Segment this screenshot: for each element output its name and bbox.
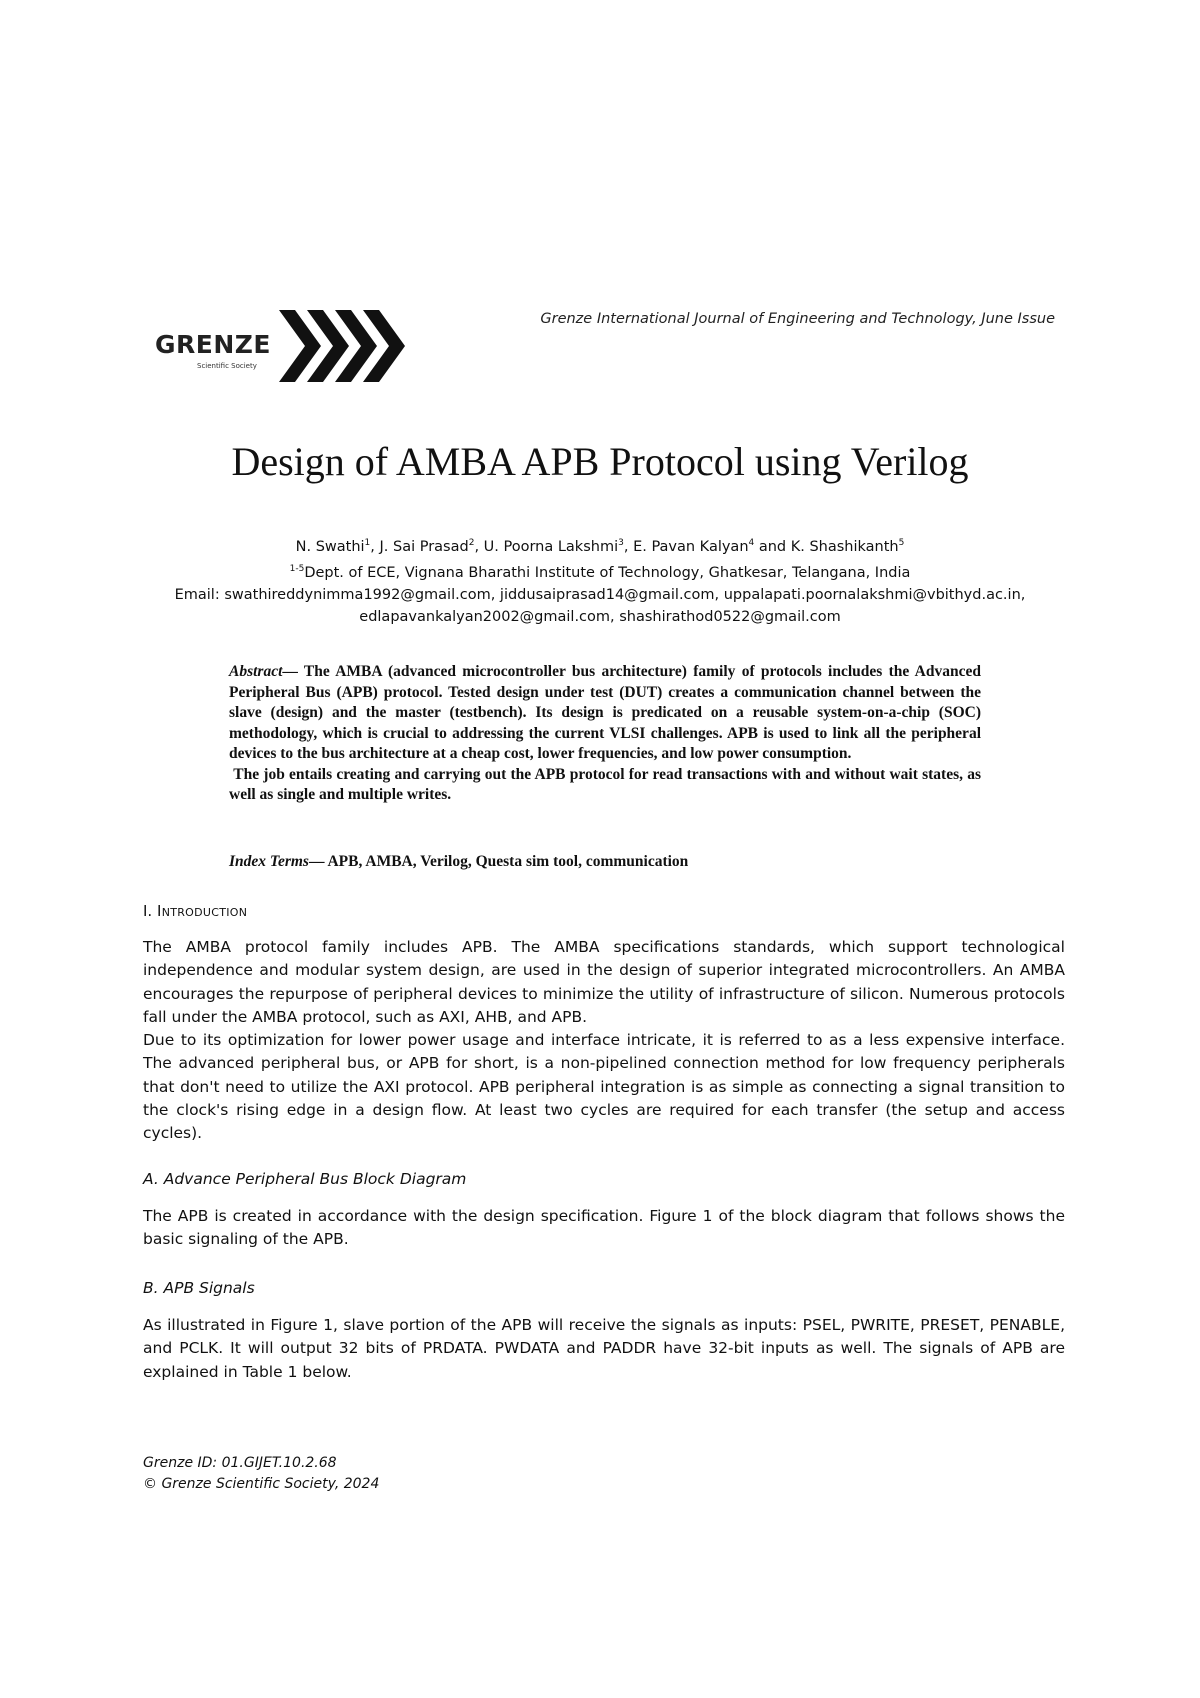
- author-name: E. Pavan Kalyan: [633, 538, 749, 555]
- journal-name: Grenze International Journal of Engineering and Technology, June Issue: [540, 311, 1055, 327]
- intro-paragraph-2: Due to its optimization for lower power usage and interface intricate, it is referred to as a less expensive interface. The advanced peripheral bus, or APB for short, is a non-pipelined connection method for low frequency peripherals that don't need to utilize the AXI protocol. APB peripheral integration is as simple as connecting a signal transition to the clock's rising edge in a design flow. At least two cycles are required for each transfer (the setup and access cycles).: [143, 1031, 1065, 1143]
- introduction-body: [143, 936, 1065, 1146]
- index-terms-text: APB, AMBA, Verilog, Questa sim tool, communication: [327, 853, 689, 870]
- index-terms: [229, 853, 981, 871]
- email-line-1: Email: swathireddynimma1992@gmail.com, jiddusaiprasad14@gmail.com, uppalapati.poornalakshmi@vbithyd.ac.in,: [174, 586, 1026, 603]
- copyright: © Grenze Scientific Society, 2024: [143, 1476, 380, 1492]
- author-separator: and: [754, 538, 791, 555]
- abstract: [229, 662, 985, 806]
- index-terms-label: Index Terms: [229, 853, 309, 870]
- author-separator: ,: [474, 538, 484, 555]
- section-heading-introduction: [143, 902, 247, 920]
- author-name: N. Swathi: [295, 538, 365, 555]
- affiliation-sup: 1-5: [289, 563, 305, 574]
- subsection-heading-b: B. APB Signals: [143, 1279, 255, 1297]
- abstract-dash: —: [282, 663, 304, 680]
- intro-paragraph-1: The AMBA protocol family includes APB. The AMBA specifications standards, which support technological independence and modular system design, are used in the design of superior integrated microcontrollers. An AMBA encourages the repurpose of peripheral devices to minimize the utility of infrastructure of silicon. Numerous protocols fall under the AMBA protocol, such as AXI, AHB, and APB.: [143, 938, 1065, 1026]
- subsection-b-paragraph: As illustrated in Figure 1, slave portion of the APB will receive the signals as inputs: PSEL, PWRITE, PRESET, PENABLE, and PCLK. It will output 32 bits of PRDATA. PWDATA and PADDR have 32-bit inputs as well. The signals of APB are explained in Table 1 below.: [143, 1316, 1065, 1381]
- author-sup: 4: [748, 538, 755, 548]
- paper-title: Design of AMBA APB Protocol using Verilog: [231, 439, 969, 484]
- subsection-a-body: [143, 1205, 1065, 1252]
- author-block: [0, 532, 1200, 628]
- affiliation: [0, 558, 1200, 584]
- subsection-b-body: [143, 1314, 1065, 1384]
- logo-subtext: Scientific Society: [197, 362, 257, 370]
- author-sup: 1: [364, 538, 371, 548]
- author-sup: 3: [618, 538, 624, 548]
- subsection-heading-a: A. Advance Peripheral Bus Block Diagram: [143, 1170, 467, 1188]
- author-sup: 2: [468, 538, 475, 548]
- author-sup: 5: [898, 538, 905, 548]
- abstract-text: The AMBA (advanced microcontroller bus architecture) family of protocols includes the Advanced Peripheral Bus (APB) protocol. Tested design under test (DUT) creates a communication channel between the slave (design) and the master (testbench). Its design is predicated on a reusable system-on-a-chip (SOC) methodology, which is crucial to addressing the current VLSI challenges. APB is used to link all the peripheral devices to the bus architecture at a cheap cost, lower frequencies, and low power consumption.: [229, 663, 981, 762]
- chevrons-icon: [279, 310, 405, 382]
- author-name: K. Shashikanth: [790, 538, 899, 555]
- grenze-id: Grenze ID: 01.GIJET.10.2.68: [143, 1455, 337, 1471]
- section-number: I.: [143, 902, 157, 920]
- abstract-text-2: The job entails creating and carrying out the APB protocol for read transactions with and without wait states, as well as single and multiple writes.: [229, 765, 985, 803]
- author-separator: ,: [623, 538, 634, 555]
- grenze-logo: [155, 310, 405, 382]
- subsection-a-paragraph: The APB is created in accordance with the design specification. Figure 1 of the block diagram that follows shows the basic signaling of the APB.: [143, 1207, 1065, 1249]
- affiliation-text: Dept. of ECE, Vignana Bharathi Institute of Technology, Ghatkesar, Telangana, India: [304, 564, 911, 581]
- email-line-2: edlapavankalyan2002@gmail.com, shashirathod0522@gmail.com: [359, 608, 841, 625]
- index-terms-dash: —: [308, 853, 328, 870]
- author-list: [0, 532, 1200, 558]
- section-title: Introduction: [156, 902, 248, 920]
- logo-text: GRENZE: [155, 330, 271, 359]
- abstract-label: Abstract: [229, 663, 283, 680]
- author-separator: ,: [370, 538, 380, 555]
- author-name: U. Poorna Lakshmi: [483, 538, 619, 555]
- footer: [143, 1453, 379, 1495]
- author-name: J. Sai Prasad: [379, 538, 469, 555]
